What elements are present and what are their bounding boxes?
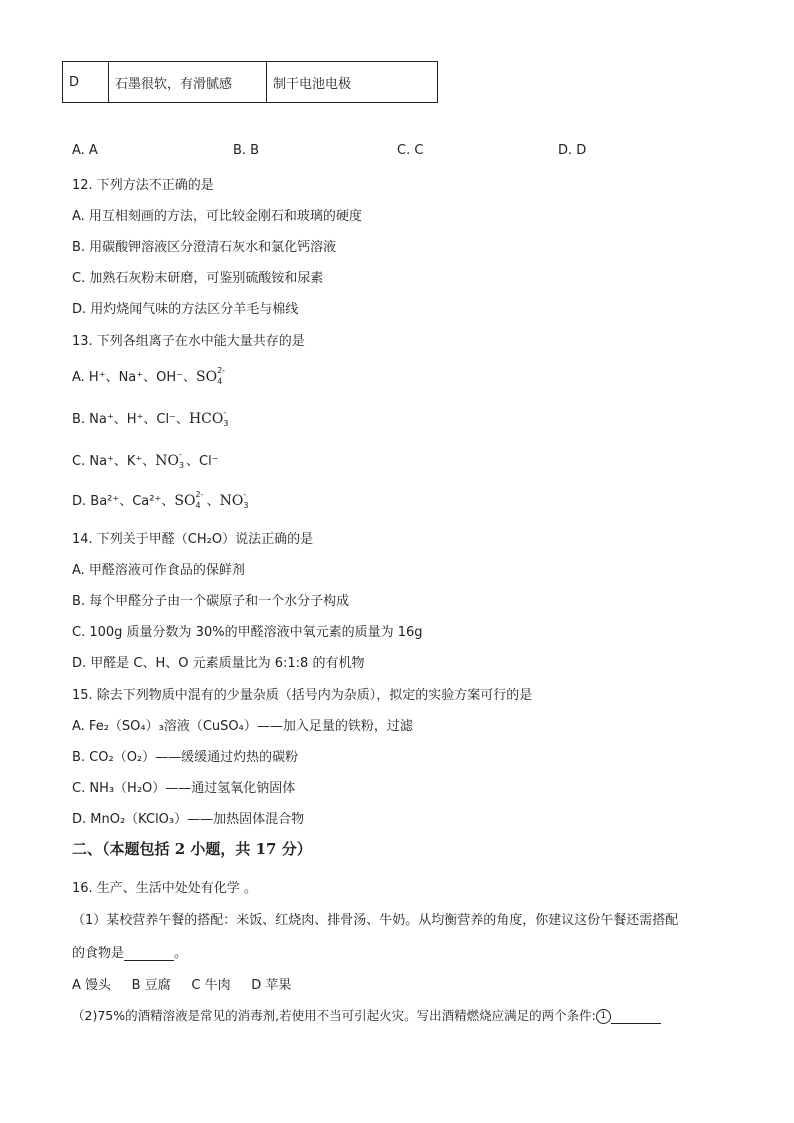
table-cell-property: 石墨很软，有滑腻感 (109, 62, 267, 103)
q12-option-c: C. 加熟石灰粉末研磨，可鉴别硫酸铵和尿素 (72, 271, 324, 286)
q12-option-b: B. 用碳酸钾溶液区分澄清石灰水和氯化钙溶液 (72, 240, 337, 255)
q15-stem: 15. 除去下列物质中混有的少量杂质（括号内为杂质），拟定的实验方案可行的是 (72, 688, 533, 703)
answer-blank[interactable] (124, 948, 174, 961)
q15-option-b: B. CO₂（O₂）——缓缓通过灼热的碳粉 (72, 750, 299, 765)
table-cell-use: 制干电池电极 (267, 62, 438, 103)
q11-option-c: C. C (397, 143, 424, 158)
q11-option-b: B. B (233, 143, 260, 158)
q15-option-c: C. NH₃（H₂O）——通过氢氧化钠固体 (72, 781, 296, 796)
table-row (63, 62, 438, 103)
q15-option-a: A. Fe₂（SO₄）₃溶液（CuSO₄）——加入足量的铁粉，过滤 (72, 719, 413, 734)
q13-option-b: B. Na⁺、H⁺、Cl⁻、HCO - 3 (72, 407, 229, 428)
q16-part1-line1: （1）某校营养午餐的搭配：米饭、红烧肉、排骨汤、牛奶。从均衡营养的角度，你建议这份午餐还需搭配 (72, 913, 679, 928)
q12-option-a: A. 用互相刻画的方法，可比较金刚石和玻璃的硬度 (72, 209, 362, 224)
q13-stem: 13. 下列各组离子在水中能大量共存的是 (72, 334, 305, 349)
q16-stem: 16. 生产、生活中处处有化学 。 (72, 881, 257, 896)
answer-blank[interactable] (611, 1011, 661, 1024)
q14-option-c: C. 100g 质量分数为 30%的甲醛溶液中氧元素的质量为 16g (72, 625, 423, 640)
q12-option-d: D. 用灼烧闻气味的方法区分羊毛与棉线 (72, 302, 299, 317)
table-cell-letter: D (63, 62, 109, 103)
q16-part2: （2)75%的酒精溶液是常见的消毒剂,若使用不当可引起火灾。写出酒精燃烧应满足的两个条件: 1 (72, 1006, 661, 1024)
q16-part1-options: A 馒头 B 豆腐 C 牛肉 D 苹果 (72, 978, 292, 993)
q13-option-a: A. H⁺、Na⁺、OH⁻、SO 2- 4 (72, 365, 226, 386)
q12-stem: 12. 下列方法不正确的是 (72, 178, 214, 193)
q14-option-b: B. 每个甲醛分子由一个碳原子和一个水分子构成 (72, 594, 350, 609)
q13-option-c: C. Na⁺、K⁺、NO - 3 、Cl⁻ (72, 449, 219, 470)
q11-option-a: A. A (72, 143, 98, 158)
circled-number-1: 1 (596, 1009, 611, 1024)
q15-option-d: D. MnO₂（KClO₃）——加热固体混合物 (72, 812, 305, 827)
answer-option-table (62, 61, 438, 103)
q11-option-d: D. D (558, 143, 587, 158)
section-heading: 二、（本题包括 2 小题，共 17 分） (72, 840, 312, 858)
q16-part1-line2: 的食物是 。 (72, 946, 188, 961)
q13-option-d: D. Ba²⁺、Ca²⁺、SO 2- 4 、NO - 3 (72, 489, 249, 510)
q14-option-d: D. 甲醛是 C、H、O 元素质量比为 6:1:8 的有机物 (72, 656, 365, 671)
q14-option-a: A. 甲醛溶液可作食品的保鲜剂 (72, 563, 245, 578)
q14-stem: 14. 下列关于甲醛（CH₂O）说法正确的是 (72, 532, 314, 547)
